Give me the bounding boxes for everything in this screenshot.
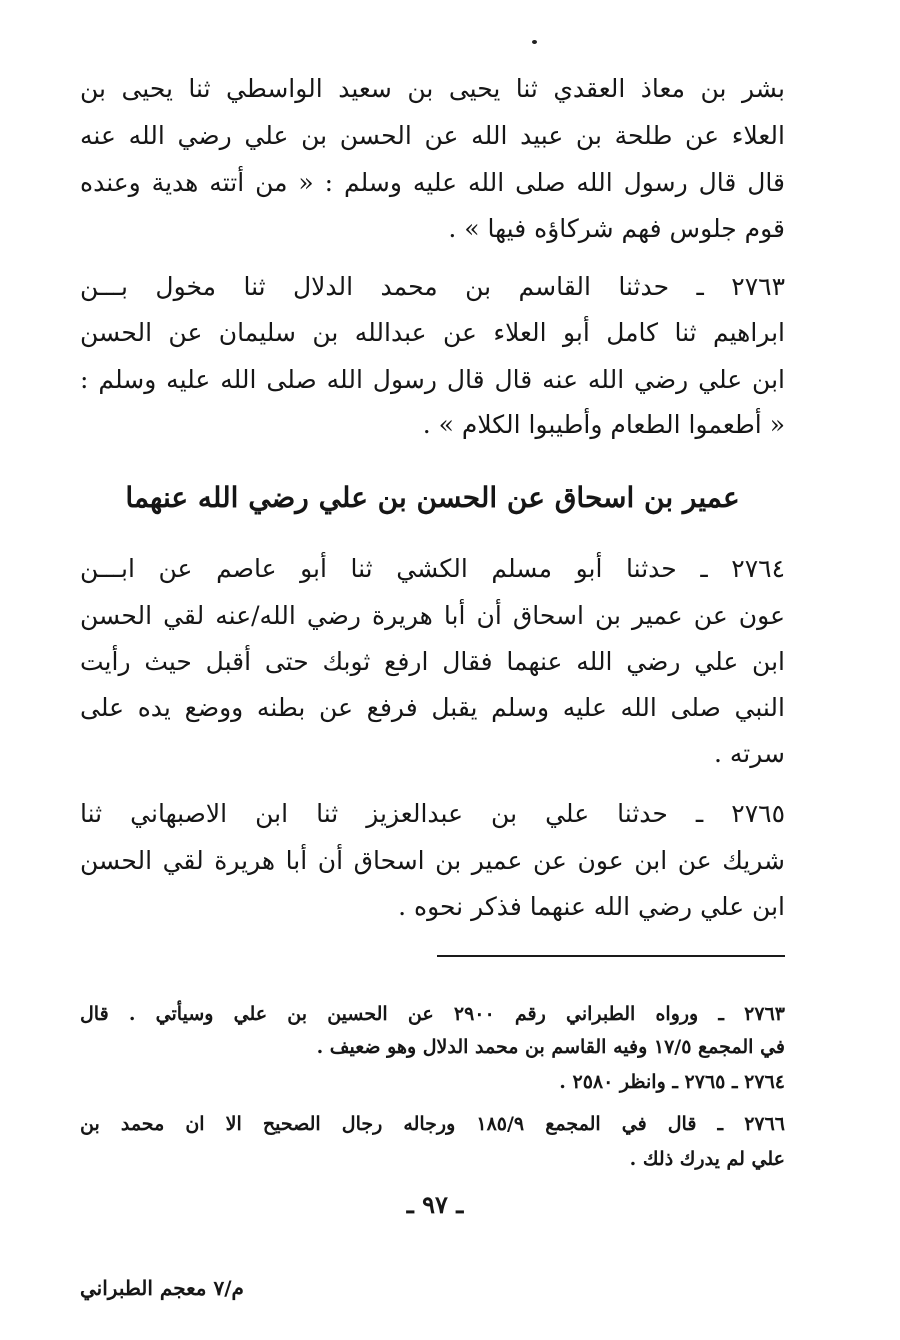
hadith-2764-line: ابن علي رضي الله عنهما فقال ارفع ثوبك حتى أقبل حيث رأيت	[80, 647, 785, 676]
top-mark	[532, 40, 537, 44]
hadith-2765-line: شريك عن ابن عون عن عمير بن اسحاق أن أبا هريرة لقي الحسن	[80, 846, 785, 875]
volume-signature: م/٧ معجم الطبراني	[80, 1276, 244, 1300]
hadith-2764-line: النبي صلى الله عليه وسلم يقبل فرفع عن بطنه ووضع يده على	[80, 693, 785, 722]
hadith-2764-line: سرته .	[714, 739, 785, 768]
text-line: قال قال رسول الله صلى الله عليه وسلم : « من أتته هدية وعنده	[80, 168, 785, 197]
footnote-line: ٢٧٦٦ ـ قال في المجمع ١٨٥/٩ ورجاله رجال الصحيح الا ان محمد بن	[80, 1113, 785, 1135]
page-number: ـ ٩٧ ـ	[406, 1190, 464, 1219]
footnote-line: ٢٧٦٤ ـ ٢٧٦٥ ـ وانظر ٢٥٨٠ .	[559, 1071, 785, 1093]
footnote-separator	[437, 955, 785, 957]
text-line: قوم جلوس فهم شركاؤه فيها » .	[448, 214, 785, 243]
hadith-2763-line: ابن علي رضي الله عنه قال قال رسول الله صلى الله عليه وسلم :	[80, 365, 785, 394]
hadith-2763-line: « أطعموا الطعام وأطيبوا الكلام » .	[422, 410, 785, 439]
hadith-2764-line: عون عن عمير بن اسحاق أن أبا هريرة رضي الله/عنه لقي الحسن	[80, 601, 785, 630]
footnote-line: ٢٧٦٣ ـ ورواه الطبراني رقم ٢٩٠٠ عن الحسين بن علي وسيأتي . قال	[80, 1003, 785, 1025]
footnote-line: علي لم يدرك ذلك .	[629, 1148, 785, 1170]
hadith-2764-line: ٢٧٦٤ ـ حدثنا أبو مسلم الكشي ثنا أبو عاصم عن ابـــن	[80, 554, 785, 583]
section-heading: عمير بن اسحاق عن الحسن بن علي رضي الله عنهما	[125, 481, 740, 514]
hadith-2763-line: ابراهيم ثنا كامل أبو العلاء عن عبدالله بن سليمان عن الحسن	[80, 318, 785, 347]
text-line: العلاء عن طلحة بن عبيد الله عن الحسن بن علي رضي الله عنه	[80, 121, 785, 150]
hadith-2765-line: ٢٧٦٥ ـ حدثنا علي بن عبدالعزيز ثنا ابن الاصبهاني ثنا	[80, 799, 785, 828]
hadith-2765-line: ابن علي رضي الله عنهما فذكر نحوه .	[398, 892, 785, 921]
text-line: بشر بن معاذ العقدي ثنا يحيى بن سعيد الواسطي ثنا يحيى بن	[80, 74, 785, 103]
hadith-2763-line: ٢٧٦٣ ـ حدثنا القاسم بن محمد الدلال ثنا مخول بـــن	[80, 272, 785, 301]
footnote-line: في المجمع ١٧/٥ وفيه القاسم بن محمد الدلال وهو ضعيف .	[316, 1036, 785, 1058]
